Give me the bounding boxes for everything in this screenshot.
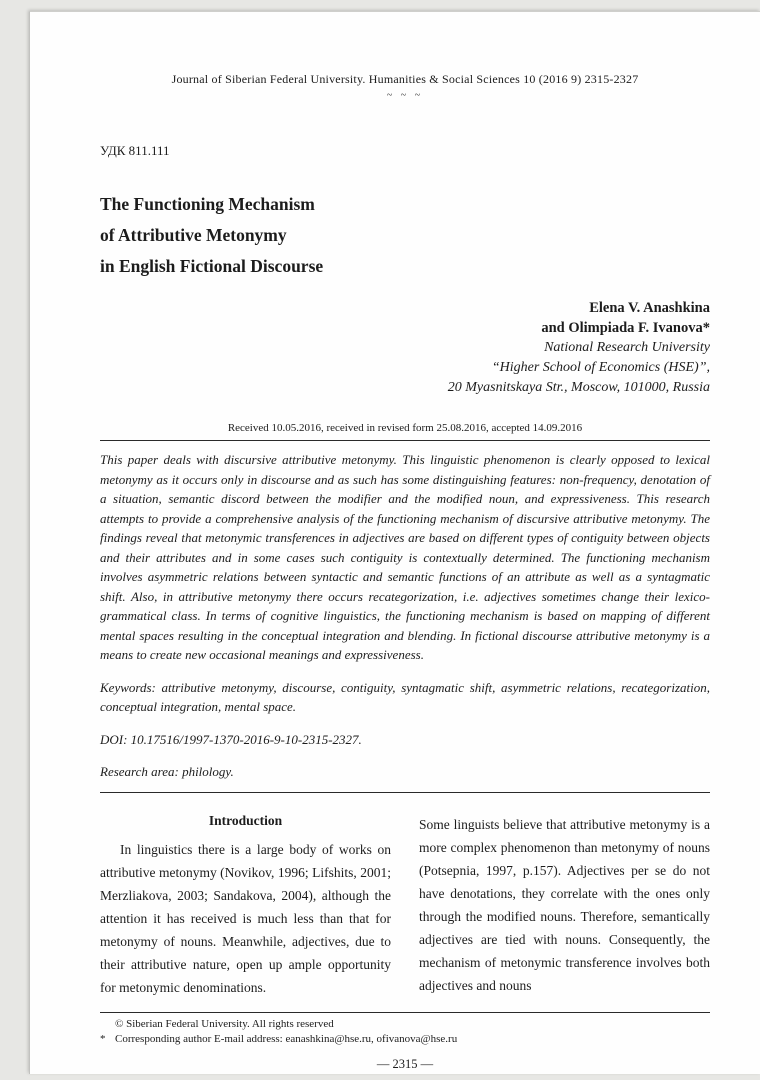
right-column <box>419 813 710 999</box>
copyright-line: © Siberian Federal University. All rights reserved <box>115 1017 334 1030</box>
doi-text: DOI: 10.17516/1997-1370-2016-9-10-2315-2327. <box>100 731 362 747</box>
corresponding-author-text: Corresponding author E-mail address: eanashkina@hse.ru, ofivanova@hse.ru <box>115 1033 458 1045</box>
divider-footnote <box>100 1012 710 1013</box>
tilde-decoration: ~ ~ ~ <box>386 90 424 101</box>
corresponding-author-line <box>100 1032 710 1048</box>
author-name-line-1: Elena V. Anashkina <box>589 300 710 316</box>
left-column <box>100 813 391 999</box>
keywords-text: Keywords: attributive metonymy, discourse, contiguity, syntagmatic shift, asymmetric relations, recategorization, conceptual integration, mental space. <box>100 679 710 714</box>
page-number: — 2315 — <box>376 1056 434 1071</box>
asterisk-marker: * <box>100 1033 106 1045</box>
author-name-line-2: and Olimpiada F. Ivanova* <box>541 320 710 336</box>
right-column-paragraph: Some linguists believe that attributive metonymy is a more complex phenomenon than metonymy of nouns (Potsepnia, 1997, p.157). Adjectives per se do not have denotations, they correlate with the ones only through the modified nouns. Therefore, semantically adjectives are tied with nouns. Consequently, the mechanism of metonymic transference involves both adjectives and nouns <box>419 816 710 993</box>
divider-abstract-bottom <box>100 792 710 793</box>
journal-header: Journal of Siberian Federal University. Humanities & Social Sciences 10 (2016 9) 2315-2327 <box>171 72 639 86</box>
author-block <box>100 298 710 398</box>
divider-top <box>100 440 710 441</box>
two-column-body <box>100 813 710 999</box>
introduction-heading: Introduction <box>208 812 283 828</box>
udc-code: УДК 811.111 <box>100 143 170 158</box>
affiliation-line-3: 20 Myasnitskaya Str., Moscow, 101000, Russia <box>447 380 710 395</box>
affiliation-line-2: “Higher School of Economics (HSE)”, <box>491 360 710 375</box>
article-title <box>100 189 710 282</box>
article-title-line-2: of Attributive Metonymy <box>100 225 287 245</box>
research-area-text: Research area: philology. <box>100 764 234 779</box>
left-column-paragraph: In linguistics there is a large body of works on attributive metonymy (Novikov, 1996; Lifshits, 2001; Merzliakova, 2003; Sandakova, 2004), although the attention it has received is much less than that for metonymy of nouns. Meanwhile, adjectives, due to their attributive nature, open up ample opportunity for metonymic denominations. <box>100 841 391 995</box>
paper-page <box>29 11 760 1074</box>
affiliation-line-1: National Research University <box>544 340 710 355</box>
article-title-line-1: The Functioning Mechanism <box>100 194 315 214</box>
article-title-line-3: in English Fictional Discourse <box>100 256 324 276</box>
abstract-text: This paper deals with discursive attributive metonymy. This linguistic phenomenon is clearly opposed to lexical metonymy as it occurs only in discourse and as such has some distinguishing features: non-frequency, denotation of a situation, semantic discord between the modifier and the modified noun, and expressiveness. This research attempts to provide a comprehensive analysis of the functioning mechanism of discursive attributive metonymy. The findings reveal that metonymic transferences in adjectives are based on different types of contiguity between objects and their attributes and in some cases such contiguity is contextually determined. The functioning mechanism involves asymmetric relations between syntactic and semantic functions of an attribute as well as a syntagmatic shift. Also, in attributive metonymy there occurs recategorization, i.e. adjectives sometimes change their lexico-grammatical class. In terms of cognitive linguistics, the functioning mechanism is based on mapping of different mental spaces resulting in the conceptual integration and blending. In fictional discourse attributive metonymy is a means to create new occasional meanings and expressiveness. <box>100 452 710 662</box>
footnote-area <box>100 1012 710 1048</box>
received-dates: Received 10.05.2016, received in revised form 25.08.2016, accepted 14.09.2016 <box>227 422 583 434</box>
